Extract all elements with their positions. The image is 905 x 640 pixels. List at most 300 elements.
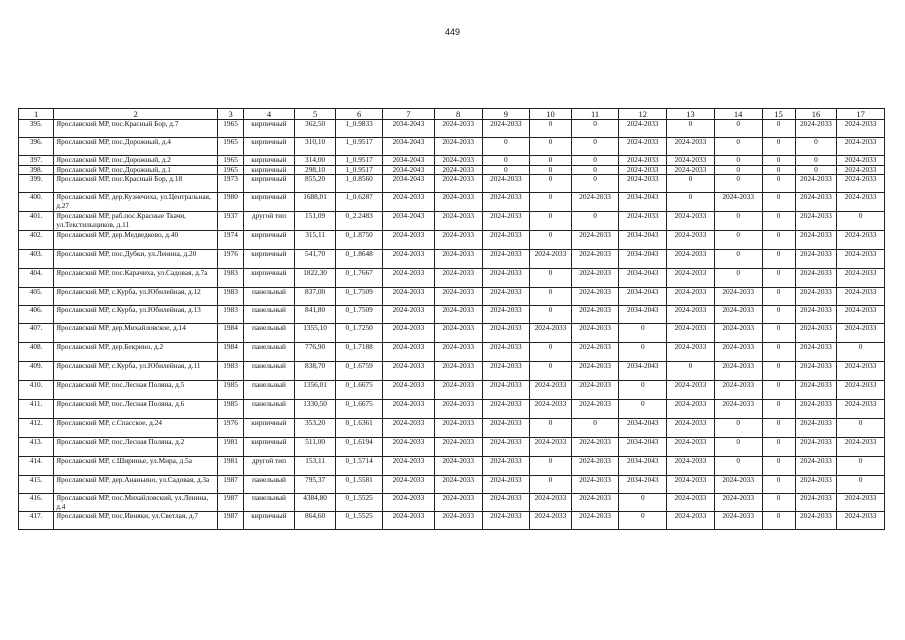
address-cell: Ярославский МР, пос.Дорожный, д.4	[54, 138, 218, 156]
priority-index-cell: 0_1.5525	[336, 494, 383, 512]
wall-material-cell: панельный	[244, 362, 295, 381]
table-row	[19, 457, 885, 476]
area-cell: 1356,01	[294, 381, 335, 400]
wall-material-cell: панельный	[244, 400, 295, 419]
period-col-11-cell: 2024-2033	[571, 457, 619, 476]
year-built-cell: 1981	[218, 438, 244, 457]
period-col-8-cell: 2024-2033	[434, 212, 482, 231]
address-cell: Ярославский МР, дер.Михайловское, д.14	[54, 324, 218, 343]
table-row	[19, 175, 885, 193]
period-col-9-cell: 2024-2033	[482, 476, 530, 494]
wall-material-cell: кирпичный	[244, 193, 295, 212]
period-col-11-cell: 2024-2033	[571, 400, 619, 419]
year-built-cell: 1981	[218, 457, 244, 476]
period-col-17-cell: 2024-2033	[837, 512, 885, 530]
period-col-16-cell: 2024-2033	[795, 400, 836, 419]
period-col-11-cell: 0	[571, 212, 619, 231]
period-col-12-cell: 2024-2033	[619, 165, 667, 175]
period-col-17-cell: 2024-2033	[837, 288, 885, 306]
column-header: 9	[482, 109, 530, 120]
address-cell: Ярославский МР, дер.Кузнечиха, ул.Центральная, д.27	[54, 193, 218, 212]
address-cell: Ярославский МР, пос.Лесная Поляна, д.6	[54, 400, 218, 419]
year-built-cell: 1965	[218, 165, 244, 175]
period-col-12-cell: 0	[619, 343, 667, 362]
period-col-8-cell: 2024-2033	[434, 438, 482, 457]
year-built-cell: 1974	[218, 231, 244, 250]
period-col-9-cell: 2024-2033	[482, 400, 530, 419]
period-col-10-cell: 2024-2033	[530, 512, 571, 530]
period-col-10-cell: 0	[530, 476, 571, 494]
area-cell: 153,11	[294, 457, 335, 476]
column-header: 11	[571, 109, 619, 120]
area-cell: 151,09	[294, 212, 335, 231]
period-col-17-cell: 0	[837, 476, 885, 494]
priority-index-cell: 0_1.7509	[336, 306, 383, 324]
period-col-7-cell: 2024-2033	[382, 457, 434, 476]
period-col-14-cell: 0	[714, 419, 762, 438]
period-col-15-cell: 0	[762, 269, 795, 288]
wall-material-cell: кирпичный	[244, 165, 295, 175]
row-number-cell: 399.	[19, 175, 54, 193]
column-header: 17	[837, 109, 885, 120]
period-col-14-cell: 2024-2033	[714, 400, 762, 419]
table-row	[19, 419, 885, 438]
period-col-8-cell: 2024-2033	[434, 494, 482, 512]
period-col-17-cell: 0	[837, 419, 885, 438]
period-col-8-cell: 2024-2033	[434, 288, 482, 306]
period-col-16-cell: 2024-2033	[795, 381, 836, 400]
column-header: 16	[795, 109, 836, 120]
period-col-17-cell: 0	[837, 212, 885, 231]
period-col-11-cell: 0	[571, 165, 619, 175]
period-col-12-cell: 2024-2033	[619, 212, 667, 231]
period-col-15-cell: 0	[762, 494, 795, 512]
period-col-17-cell: 2024-2033	[837, 250, 885, 269]
row-number-cell: 395.	[19, 120, 54, 138]
period-col-12-cell: 2034-2043	[619, 231, 667, 250]
period-col-17-cell: 2024-2033	[837, 193, 885, 212]
period-col-16-cell: 0	[795, 138, 836, 156]
period-col-7-cell: 2024-2033	[382, 343, 434, 362]
row-number-cell: 408.	[19, 343, 54, 362]
priority-index-cell: 0_1.5714	[336, 457, 383, 476]
period-col-12-cell: 2034-2043	[619, 250, 667, 269]
area-cell: 1355,10	[294, 324, 335, 343]
table-row	[19, 494, 885, 512]
period-col-16-cell: 2024-2033	[795, 175, 836, 193]
area-cell: 841,80	[294, 306, 335, 324]
period-col-12-cell: 0	[619, 512, 667, 530]
priority-index-cell: 0_1.6361	[336, 419, 383, 438]
period-col-10-cell: 2024-2033	[530, 324, 571, 343]
period-col-15-cell: 0	[762, 156, 795, 166]
area-cell: 1330,50	[294, 400, 335, 419]
period-col-16-cell: 2024-2033	[795, 419, 836, 438]
table-row	[19, 138, 885, 156]
period-col-11-cell: 2024-2033	[571, 476, 619, 494]
period-col-14-cell: 2024-2033	[714, 288, 762, 306]
period-col-12-cell: 2024-2033	[619, 156, 667, 166]
area-cell: 298,10	[294, 165, 335, 175]
period-col-13-cell: 0	[667, 193, 715, 212]
area-cell: 1822,30	[294, 269, 335, 288]
period-col-13-cell: 2024-2033	[667, 156, 715, 166]
period-col-9-cell: 2024-2033	[482, 269, 530, 288]
period-col-12-cell: 2034-2043	[619, 362, 667, 381]
period-col-17-cell: 2024-2033	[837, 438, 885, 457]
period-col-8-cell: 2024-2033	[434, 175, 482, 193]
table-row	[19, 438, 885, 457]
table-row	[19, 165, 885, 175]
area-cell: 310,10	[294, 138, 335, 156]
period-col-15-cell: 0	[762, 165, 795, 175]
period-col-9-cell: 2024-2033	[482, 362, 530, 381]
period-col-12-cell: 2034-2043	[619, 438, 667, 457]
period-col-16-cell: 2024-2033	[795, 512, 836, 530]
period-col-10-cell: 0	[530, 193, 571, 212]
wall-material-cell: кирпичный	[244, 175, 295, 193]
period-col-17-cell: 2024-2033	[837, 120, 885, 138]
period-col-10-cell: 0	[530, 165, 571, 175]
priority-index-cell: 0_1.6675	[336, 400, 383, 419]
period-col-9-cell: 2024-2033	[482, 438, 530, 457]
priority-index-cell: 0_1.8648	[336, 250, 383, 269]
period-col-13-cell: 2024-2033	[667, 419, 715, 438]
wall-material-cell: панельный	[244, 288, 295, 306]
period-col-10-cell: 0	[530, 457, 571, 476]
period-col-9-cell: 2024-2033	[482, 175, 530, 193]
period-col-9-cell: 2024-2033	[482, 231, 530, 250]
period-col-7-cell: 2034-2043	[382, 156, 434, 166]
period-col-14-cell: 2024-2033	[714, 362, 762, 381]
table-row	[19, 324, 885, 343]
period-col-17-cell: 2024-2033	[837, 165, 885, 175]
period-col-14-cell: 0	[714, 231, 762, 250]
period-col-8-cell: 2024-2033	[434, 250, 482, 269]
priority-index-cell: 1_0.9517	[336, 138, 383, 156]
area-cell: 864,60	[294, 512, 335, 530]
period-col-10-cell: 2024-2033	[530, 438, 571, 457]
period-col-13-cell: 2024-2033	[667, 288, 715, 306]
period-col-14-cell: 2024-2033	[714, 512, 762, 530]
page-number: 449	[444, 27, 461, 37]
address-cell: Ярославский МР, дер.Бекрино, д.2	[54, 343, 218, 362]
column-header: 8	[434, 109, 482, 120]
address-cell: Ярославский МР, пос.Дорожный, д.2	[54, 156, 218, 166]
period-col-16-cell: 2024-2033	[795, 231, 836, 250]
priority-index-cell: 0_1.7250	[336, 324, 383, 343]
period-col-7-cell: 2034-2043	[382, 138, 434, 156]
priority-index-cell: 0_1.7188	[336, 343, 383, 362]
column-header: 10	[530, 109, 571, 120]
period-col-14-cell: 0	[714, 269, 762, 288]
period-col-15-cell: 0	[762, 212, 795, 231]
area-cell: 4384,80	[294, 494, 335, 512]
period-col-16-cell: 2024-2033	[795, 494, 836, 512]
area-cell: 855,20	[294, 175, 335, 193]
period-col-12-cell: 2034-2043	[619, 457, 667, 476]
period-col-15-cell: 0	[762, 381, 795, 400]
period-col-9-cell: 2024-2033	[482, 512, 530, 530]
period-col-8-cell: 2024-2033	[434, 165, 482, 175]
address-cell: Ярославский МР, с.Курба, ул.Юбилейная, д.13	[54, 306, 218, 324]
period-col-16-cell: 2024-2033	[795, 288, 836, 306]
row-number-cell: 406.	[19, 306, 54, 324]
period-col-14-cell: 0	[714, 212, 762, 231]
priority-index-cell: 0_1.7509	[336, 288, 383, 306]
wall-material-cell: кирпичный	[244, 231, 295, 250]
period-col-16-cell: 0	[795, 156, 836, 166]
period-col-13-cell: 0	[667, 175, 715, 193]
period-col-15-cell: 0	[762, 193, 795, 212]
period-col-15-cell: 0	[762, 343, 795, 362]
period-col-9-cell: 2024-2033	[482, 381, 530, 400]
period-col-13-cell: 2024-2033	[667, 494, 715, 512]
header-row	[19, 109, 885, 120]
row-number-cell: 405.	[19, 288, 54, 306]
row-number-cell: 400.	[19, 193, 54, 212]
address-cell: Ярославский МР, с.Курба, ул.Юбилейная, д.11	[54, 362, 218, 381]
period-col-11-cell: 0	[571, 120, 619, 138]
area-cell: 315,11	[294, 231, 335, 250]
period-col-16-cell: 2024-2033	[795, 438, 836, 457]
period-col-7-cell: 2024-2033	[382, 362, 434, 381]
period-col-8-cell: 2024-2033	[434, 476, 482, 494]
period-col-9-cell: 2024-2033	[482, 193, 530, 212]
period-col-12-cell: 0	[619, 381, 667, 400]
period-col-9-cell: 2024-2033	[482, 419, 530, 438]
period-col-13-cell: 2024-2033	[667, 324, 715, 343]
wall-material-cell: панельный	[244, 381, 295, 400]
row-number-cell: 397.	[19, 156, 54, 166]
table-body	[19, 120, 885, 530]
address-cell: Ярославский МР, пос.Лесная Поляна, д.5	[54, 381, 218, 400]
period-col-11-cell: 2024-2033	[571, 438, 619, 457]
year-built-cell: 1985	[218, 400, 244, 419]
period-col-14-cell: 2024-2033	[714, 306, 762, 324]
period-col-17-cell: 2024-2033	[837, 362, 885, 381]
period-col-7-cell: 2024-2033	[382, 512, 434, 530]
period-col-9-cell: 2024-2033	[482, 288, 530, 306]
wall-material-cell: панельный	[244, 476, 295, 494]
area-cell: 1688,01	[294, 193, 335, 212]
table-row	[19, 362, 885, 381]
year-built-cell: 1985	[218, 381, 244, 400]
priority-index-cell: 1_0.9833	[336, 120, 383, 138]
year-built-cell: 1980	[218, 193, 244, 212]
period-col-10-cell: 0	[530, 288, 571, 306]
area-cell: 837,00	[294, 288, 335, 306]
year-built-cell: 1965	[218, 138, 244, 156]
period-col-13-cell: 2024-2033	[667, 212, 715, 231]
wall-material-cell: кирпичный	[244, 269, 295, 288]
period-col-14-cell: 2024-2033	[714, 343, 762, 362]
period-col-13-cell: 2024-2033	[667, 457, 715, 476]
area-cell: 314,00	[294, 156, 335, 166]
period-col-7-cell: 2024-2033	[382, 400, 434, 419]
period-col-15-cell: 0	[762, 512, 795, 530]
year-built-cell: 1983	[218, 288, 244, 306]
column-header: 6	[336, 109, 383, 120]
period-col-17-cell: 2024-2033	[837, 400, 885, 419]
period-col-11-cell: 2024-2033	[571, 381, 619, 400]
period-col-10-cell: 0	[530, 156, 571, 166]
period-col-13-cell: 2024-2033	[667, 343, 715, 362]
column-header: 1	[19, 109, 54, 120]
period-col-7-cell: 2034-2043	[382, 165, 434, 175]
address-cell: Ярославский МР, с.Спасское, д.24	[54, 419, 218, 438]
period-col-9-cell: 2024-2033	[482, 250, 530, 269]
period-col-8-cell: 2024-2033	[434, 324, 482, 343]
period-col-9-cell: 2024-2033	[482, 494, 530, 512]
period-col-15-cell: 0	[762, 362, 795, 381]
period-col-14-cell: 2024-2033	[714, 494, 762, 512]
period-col-9-cell: 2024-2033	[482, 306, 530, 324]
area-cell: 353,20	[294, 419, 335, 438]
address-cell: Ярославский МР, пос.Дорожный, д.1	[54, 165, 218, 175]
period-col-12-cell: 2024-2033	[619, 120, 667, 138]
period-col-7-cell: 2024-2033	[382, 250, 434, 269]
period-col-9-cell: 0	[482, 138, 530, 156]
period-col-13-cell: 2024-2033	[667, 438, 715, 457]
period-col-8-cell: 2024-2033	[434, 419, 482, 438]
period-col-8-cell: 2024-2033	[434, 193, 482, 212]
year-built-cell: 1987	[218, 512, 244, 530]
period-col-16-cell: 2024-2033	[795, 120, 836, 138]
period-col-10-cell: 0	[530, 306, 571, 324]
period-col-7-cell: 2024-2033	[382, 476, 434, 494]
period-col-15-cell: 0	[762, 250, 795, 269]
period-col-7-cell: 2024-2033	[382, 438, 434, 457]
period-col-9-cell: 0	[482, 156, 530, 166]
period-col-10-cell: 0	[530, 343, 571, 362]
period-col-15-cell: 0	[762, 476, 795, 494]
table-row	[19, 476, 885, 494]
period-col-8-cell: 2024-2033	[434, 381, 482, 400]
address-cell: Ярославский МР, дер.Медведково, д.40	[54, 231, 218, 250]
period-col-17-cell: 2024-2033	[837, 175, 885, 193]
period-col-10-cell: 2024-2033	[530, 250, 571, 269]
period-col-10-cell: 0	[530, 231, 571, 250]
housing-registry-table	[18, 108, 885, 530]
period-col-11-cell: 2024-2033	[571, 193, 619, 212]
address-cell: Ярославский МР, пос.Красный Бор, д.18	[54, 175, 218, 193]
table-row	[19, 120, 885, 138]
period-col-8-cell: 2024-2033	[434, 457, 482, 476]
year-built-cell: 1983	[218, 306, 244, 324]
period-col-15-cell: 0	[762, 306, 795, 324]
table-row	[19, 343, 885, 362]
wall-material-cell: кирпичный	[244, 138, 295, 156]
priority-index-cell: 0_1.5581	[336, 476, 383, 494]
priority-index-cell: 1_0.9517	[336, 165, 383, 175]
row-number-cell: 410.	[19, 381, 54, 400]
period-col-9-cell: 2024-2033	[482, 212, 530, 231]
wall-material-cell: кирпичный	[244, 156, 295, 166]
period-col-17-cell: 2024-2033	[837, 269, 885, 288]
year-built-cell: 1976	[218, 419, 244, 438]
period-col-16-cell: 2024-2033	[795, 476, 836, 494]
period-col-15-cell: 0	[762, 400, 795, 419]
period-col-10-cell: 0	[530, 138, 571, 156]
priority-index-cell: 0_1.7667	[336, 269, 383, 288]
period-col-8-cell: 2024-2033	[434, 400, 482, 419]
area-cell: 511,00	[294, 438, 335, 457]
area-cell: 838,70	[294, 362, 335, 381]
period-col-7-cell: 2024-2033	[382, 269, 434, 288]
period-col-8-cell: 2024-2033	[434, 138, 482, 156]
year-built-cell: 1965	[218, 120, 244, 138]
table-row	[19, 381, 885, 400]
address-cell: Ярославский МР, пос.Лесная Поляна, д.2	[54, 438, 218, 457]
wall-material-cell: кирпичный	[244, 120, 295, 138]
period-col-15-cell: 0	[762, 138, 795, 156]
period-col-15-cell: 0	[762, 120, 795, 138]
priority-index-cell: 0_1.5525	[336, 512, 383, 530]
period-col-8-cell: 2024-2033	[434, 306, 482, 324]
period-col-7-cell: 2024-2033	[382, 381, 434, 400]
period-col-17-cell: 2024-2033	[837, 156, 885, 166]
row-number-cell: 411.	[19, 400, 54, 419]
period-col-15-cell: 0	[762, 175, 795, 193]
period-col-11-cell: 0	[571, 156, 619, 166]
priority-index-cell: 1_0.6287	[336, 193, 383, 212]
period-col-17-cell: 2024-2033	[837, 381, 885, 400]
row-number-cell: 417.	[19, 512, 54, 530]
period-col-13-cell: 2024-2033	[667, 250, 715, 269]
period-col-13-cell: 2024-2033	[667, 400, 715, 419]
row-number-cell: 396.	[19, 138, 54, 156]
period-col-12-cell: 2034-2043	[619, 193, 667, 212]
period-col-16-cell: 2024-2033	[795, 212, 836, 231]
wall-material-cell: кирпичный	[244, 250, 295, 269]
wall-material-cell: другой тип	[244, 212, 295, 231]
area-cell: 776,90	[294, 343, 335, 362]
period-col-11-cell: 2024-2033	[571, 288, 619, 306]
table-row	[19, 212, 885, 231]
period-col-14-cell: 0	[714, 457, 762, 476]
period-col-9-cell: 2024-2033	[482, 120, 530, 138]
period-col-14-cell: 0	[714, 250, 762, 269]
period-col-10-cell: 0	[530, 120, 571, 138]
wall-material-cell: панельный	[244, 343, 295, 362]
row-number-cell: 404.	[19, 269, 54, 288]
period-col-16-cell: 2024-2033	[795, 250, 836, 269]
period-col-11-cell: 2024-2033	[571, 324, 619, 343]
period-col-13-cell: 2024-2033	[667, 231, 715, 250]
period-col-9-cell: 2024-2033	[482, 457, 530, 476]
period-col-12-cell: 2034-2043	[619, 476, 667, 494]
period-col-16-cell: 0	[795, 165, 836, 175]
period-col-13-cell: 2024-2033	[667, 476, 715, 494]
period-col-9-cell: 2024-2033	[482, 343, 530, 362]
period-col-11-cell: 0	[571, 175, 619, 193]
period-col-8-cell: 2024-2033	[434, 120, 482, 138]
period-col-7-cell: 2034-2043	[382, 120, 434, 138]
period-col-12-cell: 2024-2033	[619, 175, 667, 193]
column-header: 3	[218, 109, 244, 120]
period-col-16-cell: 2024-2033	[795, 324, 836, 343]
period-col-12-cell: 2034-2043	[619, 288, 667, 306]
period-col-17-cell: 0	[837, 343, 885, 362]
period-col-12-cell: 0	[619, 400, 667, 419]
period-col-11-cell: 2024-2033	[571, 306, 619, 324]
period-col-8-cell: 2024-2033	[434, 512, 482, 530]
table-row	[19, 288, 885, 306]
table-row	[19, 250, 885, 269]
period-col-12-cell: 2024-2033	[619, 138, 667, 156]
priority-index-cell: 0_1.8750	[336, 231, 383, 250]
